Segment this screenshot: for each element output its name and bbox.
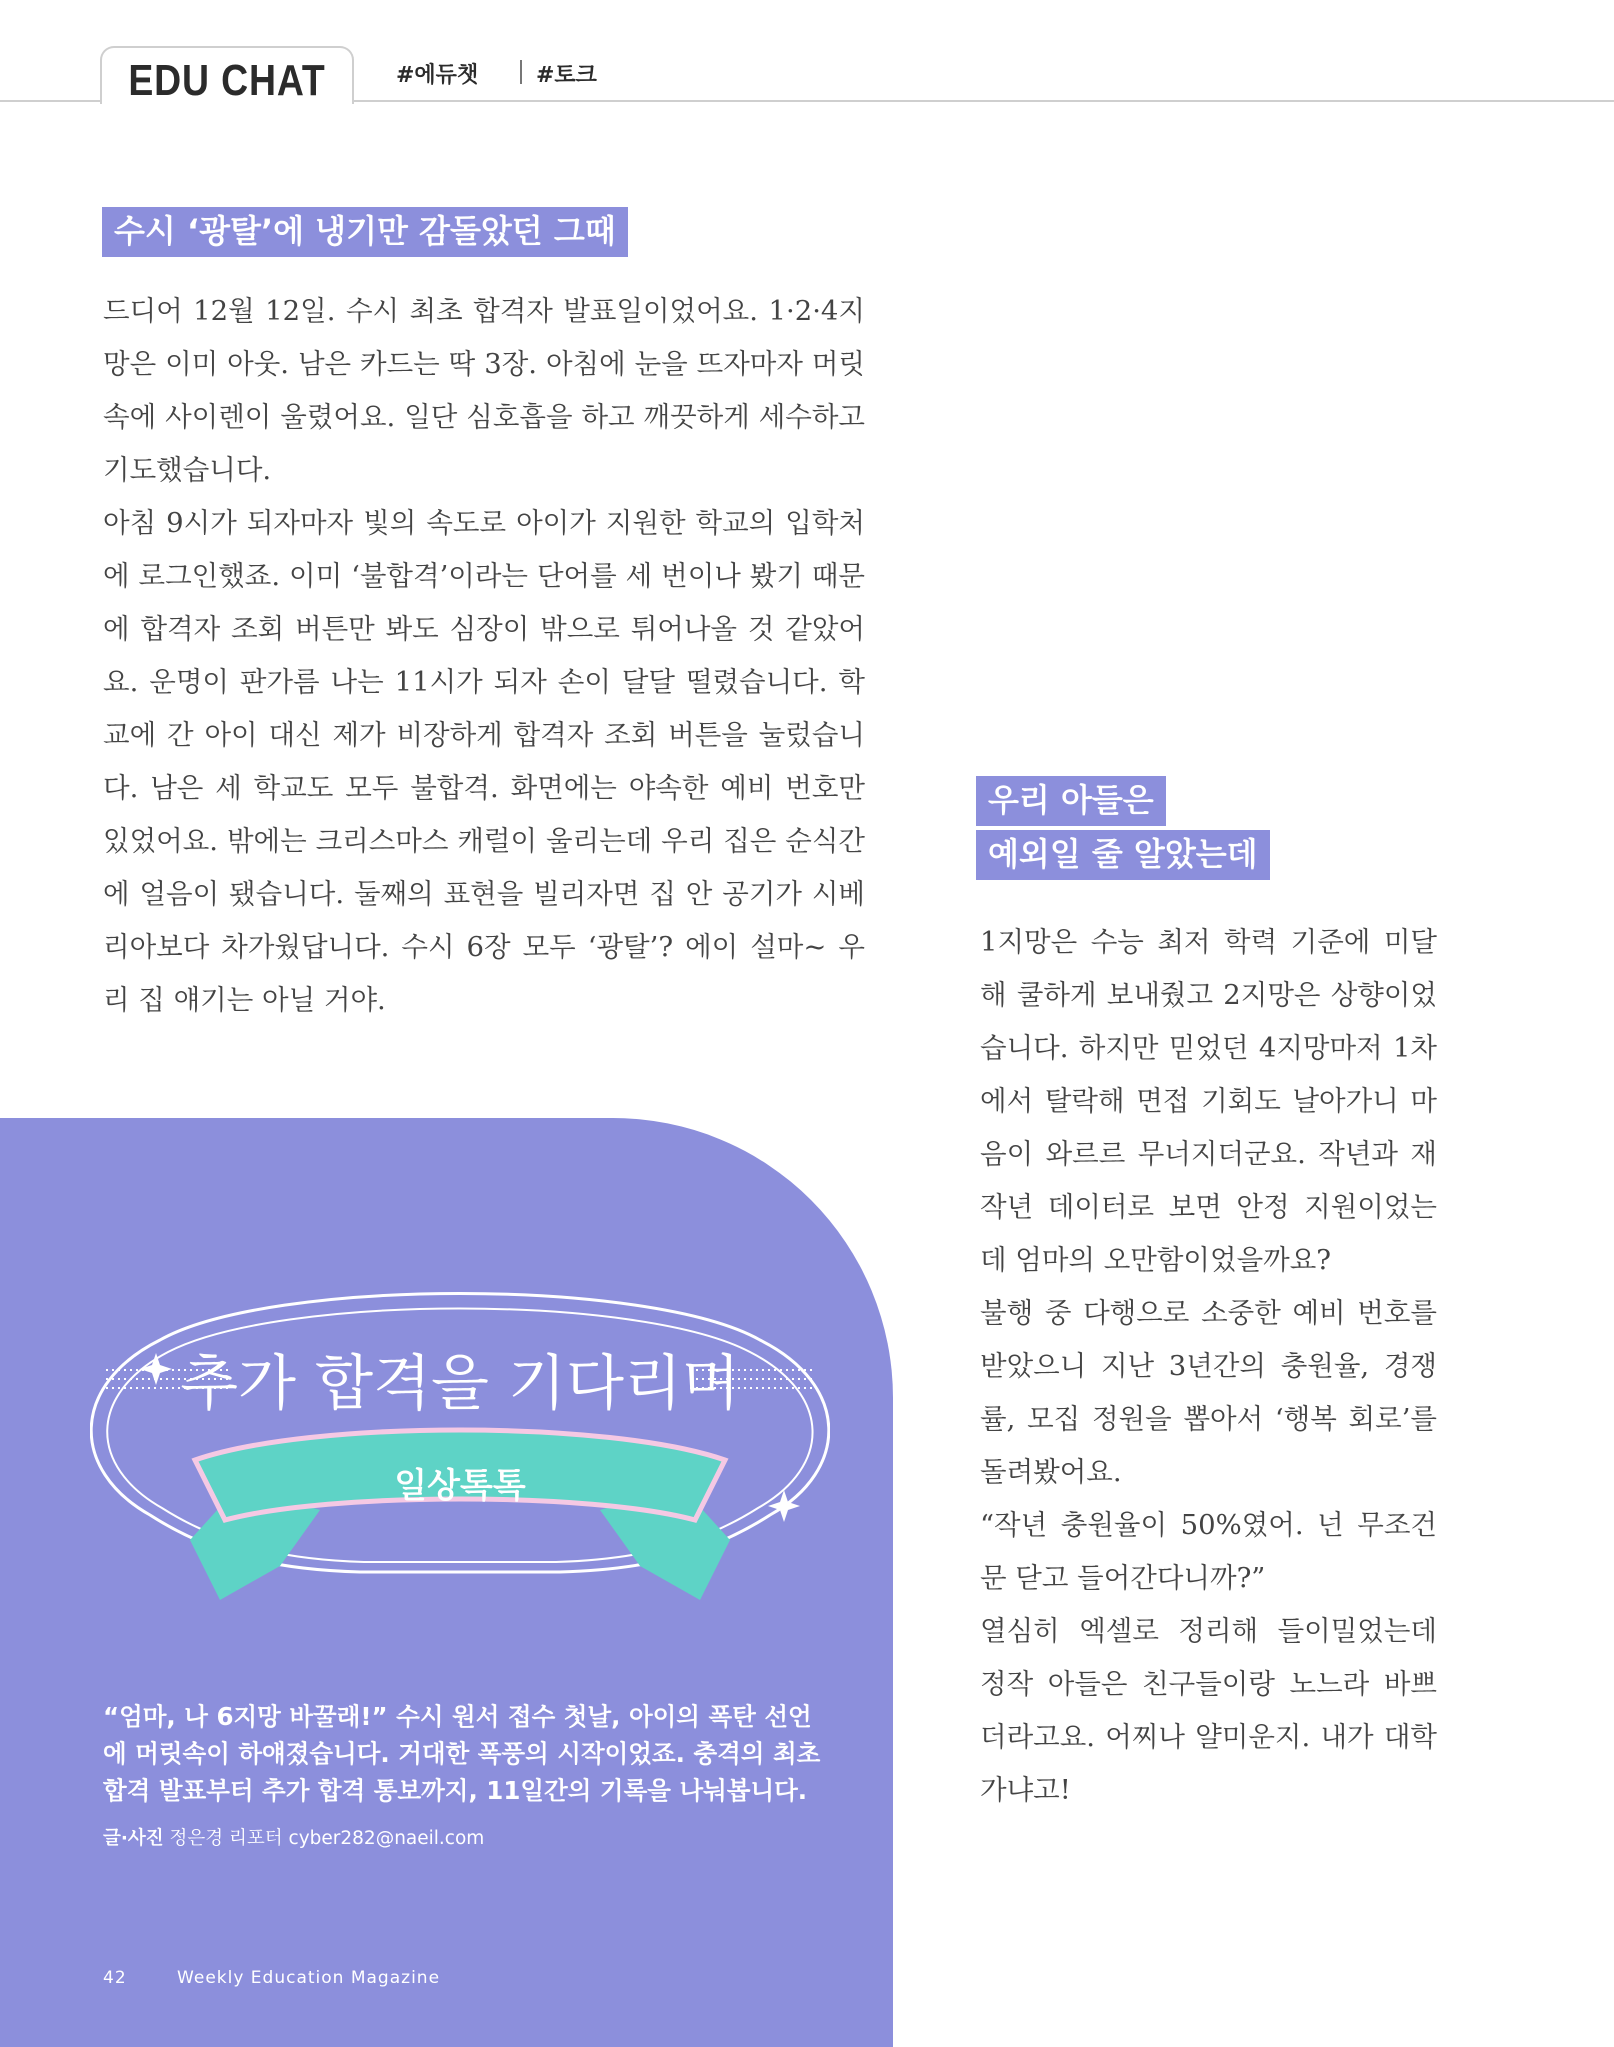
feature-title-graphic <box>90 1270 830 1690</box>
tag-divider <box>520 60 522 84</box>
hashtag-educhat: #에듀챗 <box>396 63 479 88</box>
section2-heading-line2: 예외일 줄 알았는데 <box>976 830 1270 880</box>
hashtag-talk: #토크 <box>536 63 597 88</box>
sparkle-icon <box>768 1490 800 1522</box>
section2-body <box>980 916 1437 1817</box>
section1-heading: 수시 ‘광탈’에 냉기만 감돌았던 그때 <box>102 207 628 257</box>
byline <box>103 1824 484 1850</box>
page-footer <box>103 1968 440 1988</box>
section2-paragraph: 1지망은 수능 최저 학력 기준에 미달해 쿨하게 보내줬고 2지망은 상향이었습니다. 하지만 믿었던 4지망마저 1차에서 탈락해 면접 기회도 날아가니 마음이 와르르 무너지더군요. 작년과 재작년 데이터로 보면 안정 지원이었는데 엄마의 오만함이었을까요? <box>980 926 1437 1276</box>
page-number: 42 <box>103 1968 127 1988</box>
section2-paragraph: 불행 중 다행으로 소중한 예비 번호를 받았으니 지난 3년간의 충원율, 경쟁률, 모집 정원을 뽑아서 ‘행복 회로’를 돌려봤어요. <box>980 1297 1437 1488</box>
section2-paragraph: “작년 충원율이 50%였어. 넌 무조건 문 닫고 들어간다니까?” <box>980 1509 1437 1594</box>
section2-heading-line1: 우리 아들은 <box>976 776 1166 826</box>
section2-paragraph: 열심히 엑셀로 정리해 들이밀었는데 정작 아들은 친구들이랑 노느라 바쁘더라고요. 어찌나 얄미운지. 내가 대학 가냐고! <box>980 1615 1437 1806</box>
section1-paragraph: 드디어 12월 12일. 수시 최초 합격자 발표일이었어요. 1·2·4지망은 이미 아웃. 남은 카드는 딱 3장. 아침에 눈을 뜨자마자 머릿속에 사이렌이 울렸어요. 일단 심호흡을 하고 깨끗하게 세수하고 기도했습니다. <box>103 295 865 486</box>
byline-author: 정은경 리포터 cyber282@naeil.com <box>169 1828 485 1849</box>
magazine-name: Weekly Education Magazine <box>177 1968 441 1988</box>
section1-paragraph: 아침 9시가 되자마자 빛의 속도로 아이가 지원한 학교의 입학처에 로그인했죠. 이미 ‘불합격’이라는 단어를 세 번이나 봤기 때문에 합격자 조회 버튼만 봐도 심장이 밖으로 튀어나올 것 같았어요. 운명이 판가름 나는 11시가 되자 손이 달달 떨렸습니다. 학교에 간 아이 대신 제가 비장하게 합격자 조회 버튼을 눌렀습니다. 남은 세 학교도 모두 불합격. 화면에는 야속한 예비 번호만 있었어요. 밖에는 크리스마스 캐럴이 울리는데 우리 집은 순식간에 얼음이 됐습니다. 둘째의 표현을 빌리자면 집 안 공기가 시베리아보다 차가웠답니다. 수시 6장 모두 ‘광탈’? 에이 설마~ 우리 집 얘기는 아닐 거야. <box>103 507 865 1016</box>
section-brand: EDU CHAT <box>128 56 326 105</box>
feature-title: 추가 합격을 기다리며 <box>180 1349 740 1419</box>
ribbon-label: 일상톡톡 <box>394 1466 526 1506</box>
byline-label: 글·사진 <box>103 1828 164 1849</box>
feature-intro: “엄마, 나 6지망 바꿀래!” 수시 원서 접수 첫날, 아이의 폭탄 선언에 머릿속이 하얘졌습니다. 거대한 폭풍의 시작이었죠. 충격의 최초 합격 발표부터 추가 합격 통보까지, 11일간의 기록을 나눠봅니다. <box>103 1702 821 1805</box>
section1-body <box>103 285 865 1027</box>
